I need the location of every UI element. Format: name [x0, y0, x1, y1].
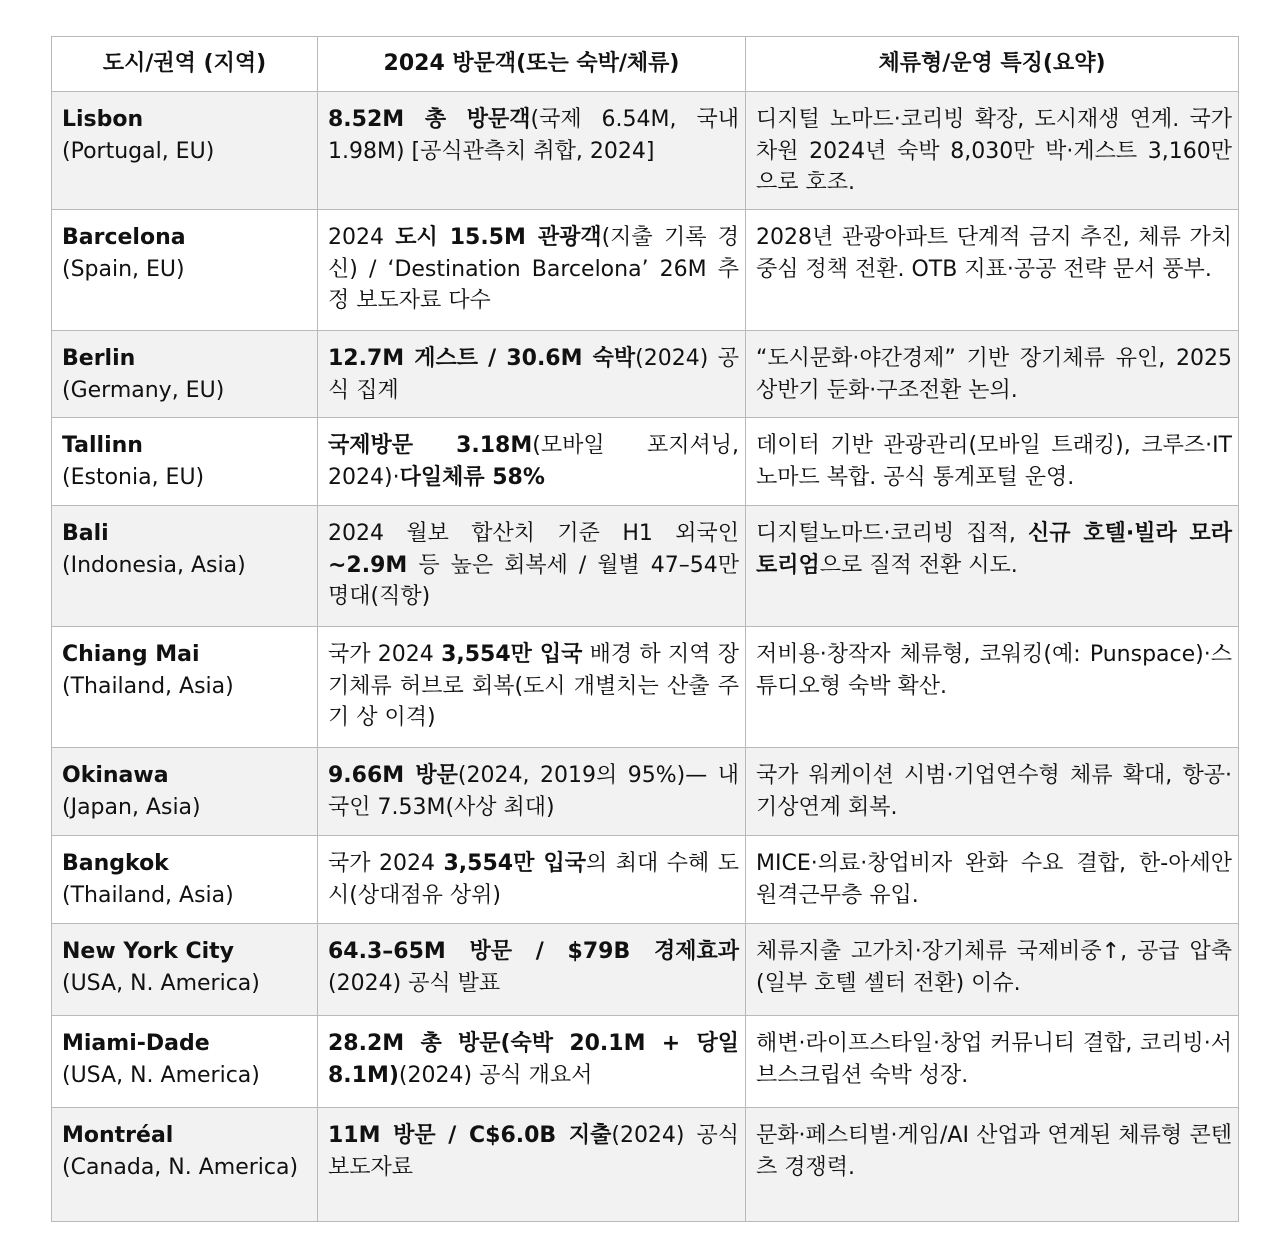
emphasis-text: 다일체류 58%: [399, 464, 545, 490]
cell-text: 등 높은 회복세 / 월별 47–54만 명대(직항): [328, 552, 739, 609]
table-row: [52, 627, 1239, 748]
features-cell: [746, 1016, 1239, 1108]
features-cell: [746, 506, 1239, 627]
features-cell: [746, 92, 1239, 210]
city-region: (Spain, EU): [62, 256, 185, 282]
cell-text: (2024) 공식 개요서: [398, 1062, 593, 1088]
cell-text: 디지털 노마드·코리빙 확장, 도시재생 연계. 국가 차원 2024년 숙박 8,030만 박·게스트 3,160만으로 호조.: [756, 107, 1232, 195]
table-row: [52, 92, 1239, 210]
city-region: (Canada, N. America): [62, 1154, 299, 1180]
emphasis-text: 12.7M 게스트 / 30.6M 숙박: [328, 346, 636, 371]
city-region: (Thailand, Asia): [62, 882, 234, 908]
cell-text: 데이터 기반 관광관리(모바일 트래킹), 크루즈·IT노마드 복합. 공식 통계포털 운영.: [756, 433, 1232, 490]
visitors-cell: [318, 418, 746, 506]
cell-text: 해변·라이프스타일·창업 커뮤니티 결합, 코리빙·서브스크립션 숙박 성장.: [756, 1031, 1232, 1088]
emphasis-text: ~2.9M: [328, 552, 408, 578]
city-cell: [52, 1016, 318, 1108]
city-name: Chiang Mai: [62, 642, 200, 667]
city-cell: [52, 627, 318, 748]
emphasis-text: 64.3–65M 방문 / $79B 경제효과: [328, 939, 739, 964]
visitors-cell: [318, 506, 746, 627]
city-region: (USA, N. America): [62, 970, 260, 996]
cell-text: (2024) 공식 보도자료: [328, 1123, 740, 1180]
emphasis-text: 도시 15.5M 관광객: [395, 225, 602, 250]
city-region: (USA, N. America): [62, 1062, 260, 1088]
city-name: Okinawa: [62, 763, 169, 788]
table-row: [52, 924, 1239, 1016]
city-name: Montréal: [62, 1123, 174, 1148]
emphasis-text: 9.66M 방문: [328, 763, 458, 788]
city-cell: [52, 331, 318, 418]
cell-text: (2024) 공식 집계: [328, 346, 740, 403]
visitors-cell: [318, 627, 746, 748]
features-cell: [746, 924, 1239, 1016]
emphasis-text: 국제방문 3.18M: [328, 433, 533, 458]
visitors-cell: [318, 92, 746, 210]
cell-text: 으로 질적 전환 시도.: [819, 552, 1018, 578]
features-cell: [746, 210, 1239, 331]
emphasis-text: 3,554만 입국: [441, 642, 583, 667]
cell-text: (2024) 공식 발표: [328, 970, 501, 996]
cell-text: 2024: [328, 225, 396, 250]
cell-text: 저비용·창작자 체류형, 코워킹(예: Punspace)·스튜디오형 숙박 확산.: [756, 642, 1232, 699]
visitors-cell: [318, 331, 746, 418]
city-cell: [52, 210, 318, 331]
cell-text: 배경 하 지역 장기체류 허브로 회복(도시 개별치는 산출 주기 상 이격): [328, 642, 739, 730]
visitors-cell: [318, 748, 746, 836]
features-cell: [746, 331, 1239, 418]
city-name: Lisbon: [62, 107, 144, 132]
cell-text: (지출 기록 경신) / ‘Destination Barcelona’ 26M 추정 보도자료 다수: [328, 225, 739, 313]
features-cell: [746, 1108, 1239, 1222]
city-tourism-table: [51, 36, 1239, 1222]
cell-text: (2024, 2019의 95%)— 내국인 7.53M(사상 최대): [328, 763, 739, 820]
city-region: (Japan, Asia): [62, 794, 201, 820]
city-cell: [52, 1108, 318, 1222]
city-cell: [52, 748, 318, 836]
header-visitors: 2024 방문객(또는 숙박/체류): [318, 37, 746, 92]
cell-text: 국가 워케이션 시범·기업연수형 체류 확대, 항공·기상연계 회복.: [756, 763, 1232, 820]
emphasis-text: 3,554만 입국: [443, 851, 586, 876]
city-name: New York City: [62, 939, 235, 964]
header-features: 체류형/운영 특징(요약): [746, 37, 1239, 92]
visitors-cell: [318, 1108, 746, 1222]
table-row: [52, 331, 1239, 418]
features-cell: [746, 418, 1239, 506]
visitors-cell: [318, 836, 746, 924]
features-cell: [746, 836, 1239, 924]
visitors-cell: [318, 210, 746, 331]
header-city: 도시/권역 (지역): [52, 37, 318, 92]
cell-text: 2024 월보 합산치 기준 H1 외국인: [328, 521, 739, 546]
features-cell: [746, 627, 1239, 748]
emphasis-text: 8.52M 총 방문객: [328, 107, 531, 132]
emphasis-text: 신규 호텔·빌라 모라토리엄: [756, 521, 1232, 578]
city-cell: [52, 836, 318, 924]
emphasis-text: 11M 방문 / C$6.0B 지출: [328, 1123, 612, 1148]
cell-text: “도시문화·야간경제” 기반 장기체류 유인, 2025 상반기 둔화·구조전환 논의.: [756, 346, 1232, 403]
cell-text: 디지털노마드·코리빙 집적,: [756, 521, 1029, 546]
city-cell: [52, 92, 318, 210]
cell-text: 문화·페스티벌·게임/AI 산업과 연계된 체류형 콘텐츠 경쟁력.: [756, 1123, 1232, 1180]
city-cell: [52, 924, 318, 1016]
table-body: [52, 92, 1239, 1222]
visitors-cell: [318, 1016, 746, 1108]
table-row: [52, 418, 1239, 506]
emphasis-text: 28.2M 총 방문(숙박 20.1M + 당일 8.1M): [328, 1031, 739, 1088]
cell-text: 국가 2024: [328, 642, 442, 667]
features-cell: [746, 748, 1239, 836]
city-region: (Thailand, Asia): [62, 673, 234, 699]
city-name: Berlin: [62, 346, 136, 371]
cell-text: MICE·의료·창업비자 완화 수요 결합, 한-아세안 원격근무층 유입.: [756, 851, 1232, 908]
city-name: Tallinn: [62, 433, 143, 458]
cell-text: 국가 2024: [328, 851, 444, 876]
city-name: Barcelona: [62, 225, 186, 250]
header-row: [52, 37, 1239, 92]
table-row: [52, 1016, 1239, 1108]
city-name: Bali: [62, 521, 109, 546]
table-row: [52, 506, 1239, 627]
city-name: Bangkok: [62, 851, 169, 876]
table-row: [52, 210, 1239, 331]
visitors-cell: [318, 924, 746, 1016]
cell-text: (모바일 포지셔닝, 2024)·: [328, 433, 739, 490]
city-region: (Estonia, EU): [62, 464, 205, 490]
cell-text: 의 최대 수혜 도시(상대점유 상위): [328, 851, 739, 908]
city-region: (Indonesia, Asia): [62, 552, 246, 578]
table-row: [52, 1108, 1239, 1222]
city-cell: [52, 418, 318, 506]
city-region: (Germany, EU): [62, 377, 225, 403]
table-row: [52, 836, 1239, 924]
cell-text: (국제 6.54M, 국내 1.98M) [공식관측치 취합, 2024]: [328, 107, 739, 164]
cell-text: 2028년 관광아파트 단계적 금지 추진, 체류 가치 중심 정책 전환. OTB 지표·공공 전략 문서 풍부.: [756, 225, 1232, 282]
city-cell: [52, 506, 318, 627]
cell-text: 체류지출 고가치·장기체류 국제비중↑, 공급 압축(일부 호텔 셸터 전환) 이슈.: [756, 939, 1232, 996]
city-region: (Portugal, EU): [62, 138, 215, 164]
table-row: [52, 748, 1239, 836]
city-name: Miami-Dade: [62, 1031, 210, 1056]
